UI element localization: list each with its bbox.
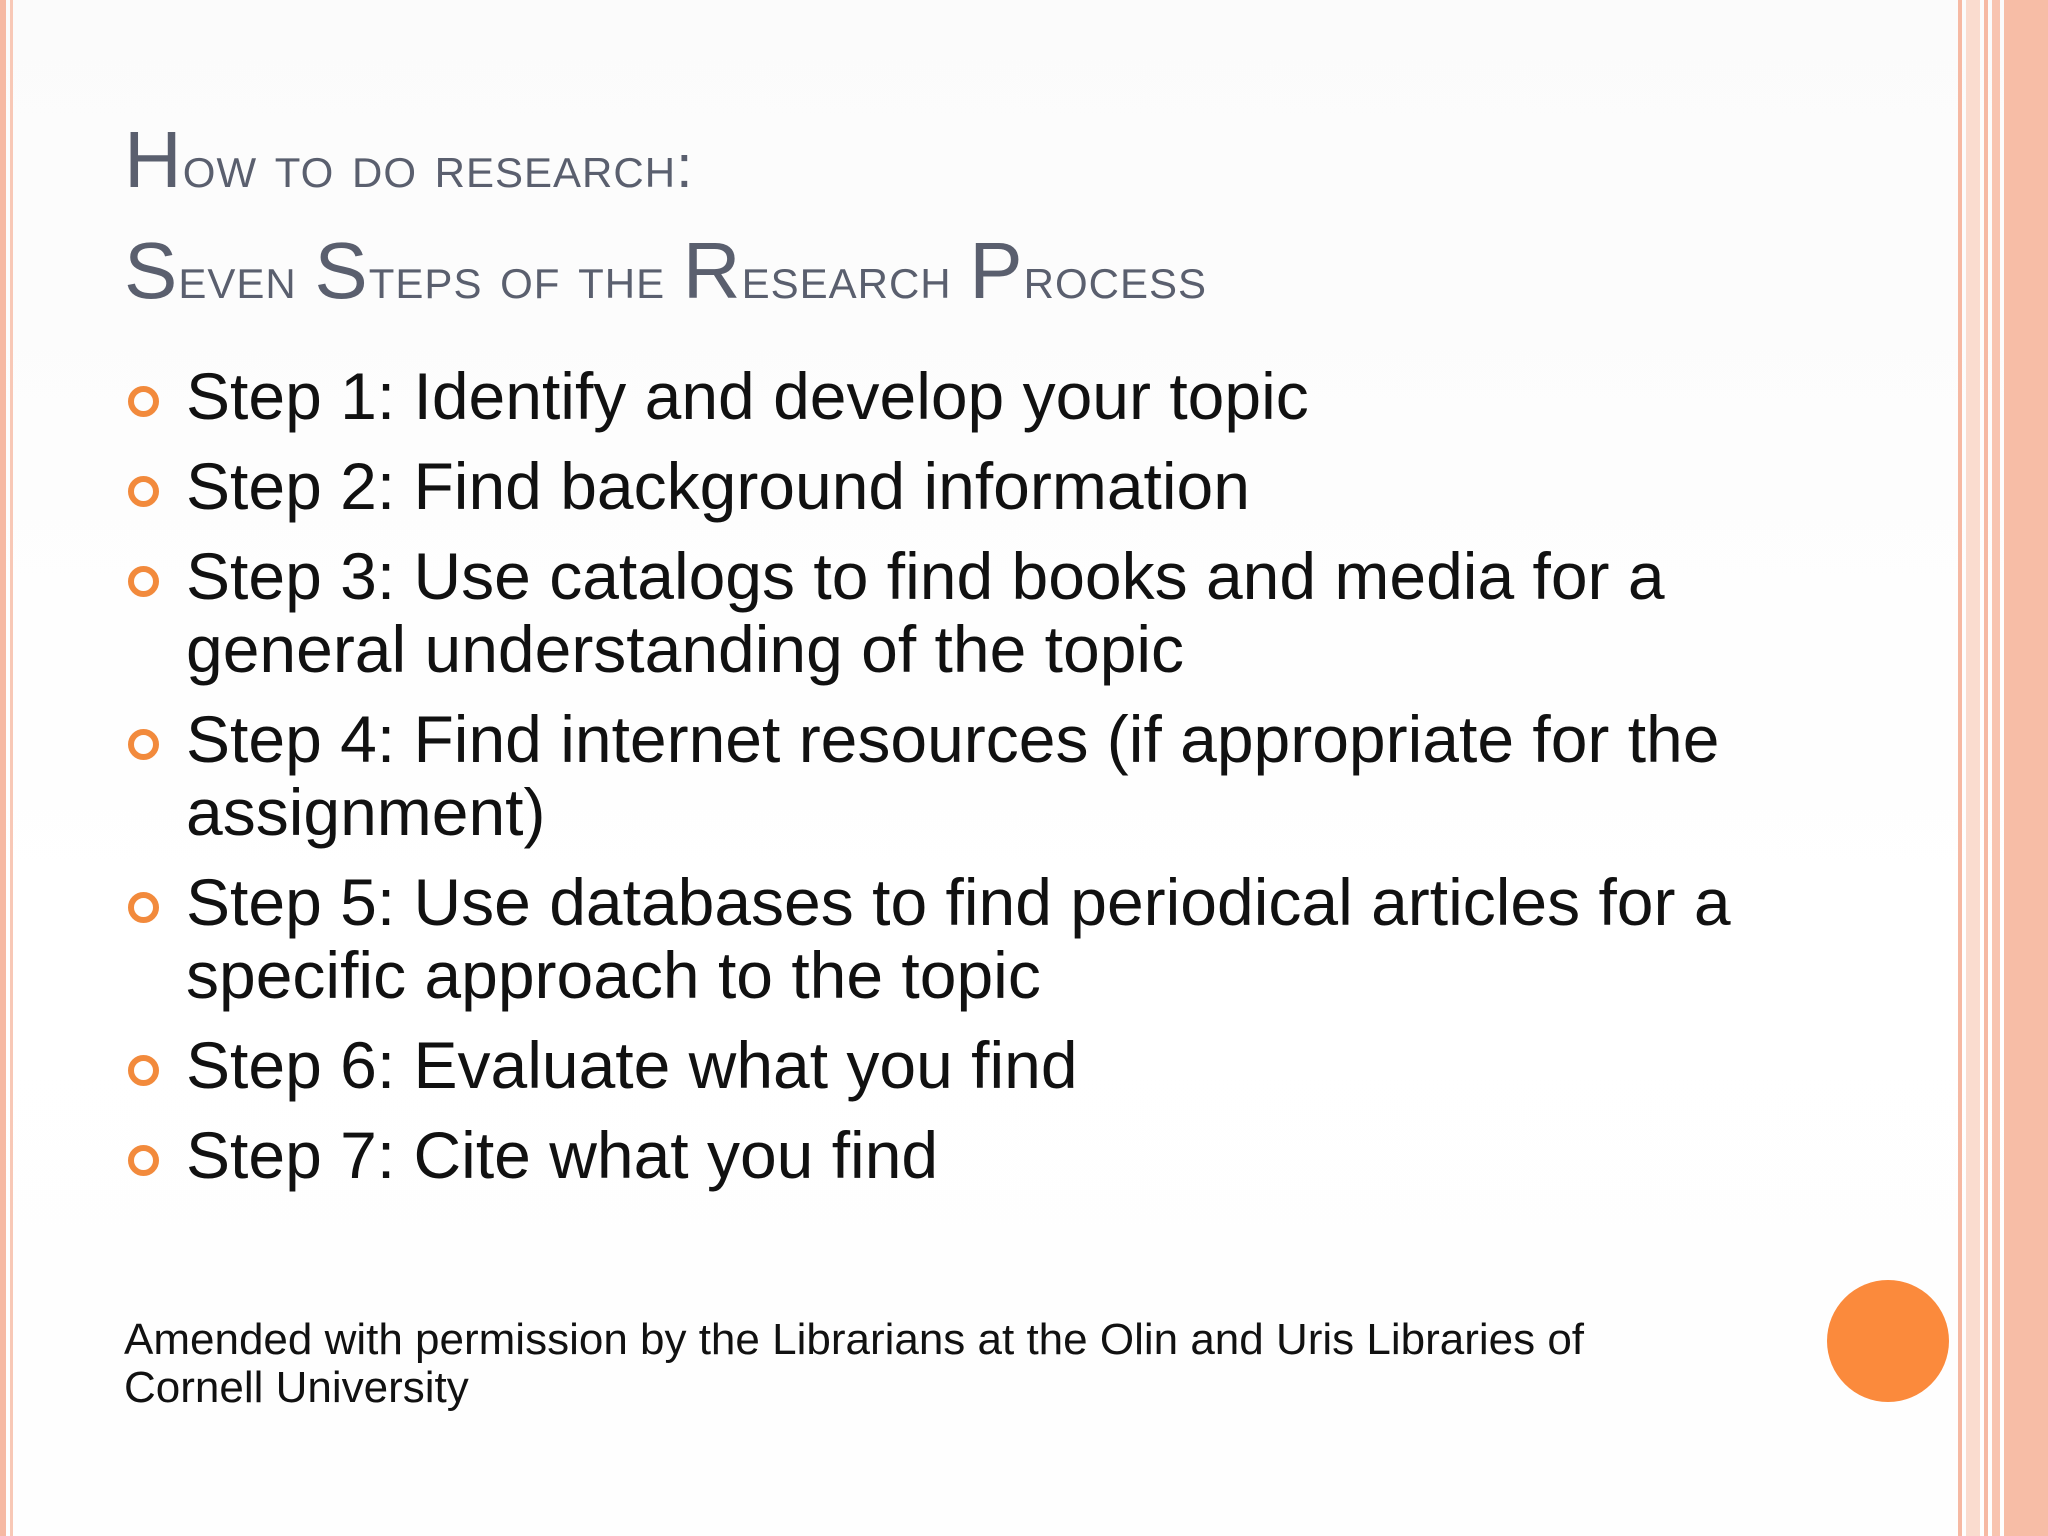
right-border-stripe-3 — [1984, 0, 1988, 1536]
title-word-initial: R — [682, 226, 742, 315]
step-text: Step 1: Identify and develop your topic — [186, 359, 1309, 433]
hollow-circle-bullet-icon — [128, 729, 159, 760]
list-item — [124, 703, 1764, 849]
title-line-1-rest: ow to do research: — [182, 133, 694, 200]
hollow-circle-bullet-icon — [128, 892, 159, 923]
step-text: Step 2: Find background information — [186, 449, 1250, 523]
list-item — [124, 450, 1764, 523]
hollow-circle-bullet-icon — [128, 386, 159, 417]
step-text: Step 7: Cite what you find — [186, 1118, 939, 1192]
step-text: Step 4: Find internet resources (if appropriate for the assignment) — [186, 702, 1720, 849]
title-word-initial: S — [124, 226, 179, 315]
right-border-stripe-5 — [2004, 0, 2048, 1536]
list-item — [124, 866, 1764, 1012]
title-line-2 — [124, 219, 1207, 330]
title-line-1-initial: H — [124, 115, 183, 204]
list-item — [124, 360, 1764, 433]
steps-list — [124, 360, 1764, 1209]
title-word-rest: esearch — [741, 244, 970, 311]
list-item — [124, 540, 1764, 686]
slide-title — [124, 108, 1207, 330]
hollow-circle-bullet-icon — [128, 1145, 159, 1176]
title-word-rest: teps of the — [368, 244, 683, 311]
right-border-stripe-1 — [1958, 0, 1962, 1536]
step-text: Step 3: Use catalogs to find books and media for a general understanding of the topic — [186, 539, 1665, 686]
title-line-1 — [124, 108, 1207, 219]
list-item — [124, 1119, 1764, 1192]
title-word-initial: P — [969, 226, 1024, 315]
left-border-stripe — [0, 0, 6, 1536]
title-word-initial: S — [314, 226, 369, 315]
title-word-rest: rocess — [1023, 244, 1208, 311]
left-border-stripe-inner — [10, 0, 13, 1536]
hollow-circle-bullet-icon — [128, 566, 159, 597]
step-text: Step 6: Evaluate what you find — [186, 1028, 1078, 1102]
right-border-stripe-4 — [1992, 0, 2000, 1536]
hollow-circle-bullet-icon — [128, 1055, 159, 1086]
list-item — [124, 1029, 1764, 1102]
right-border-stripe-2 — [1966, 0, 1980, 1536]
decorative-orange-circle — [1827, 1280, 1949, 1402]
hollow-circle-bullet-icon — [128, 476, 159, 507]
step-text: Step 5: Use databases to find periodical articles for a specific approach to the topic — [186, 865, 1731, 1012]
attribution-note: Amended with permission by the Librarians at the Olin and Uris Libraries of Cornell University — [124, 1315, 1585, 1412]
title-word-rest: even — [178, 244, 315, 311]
